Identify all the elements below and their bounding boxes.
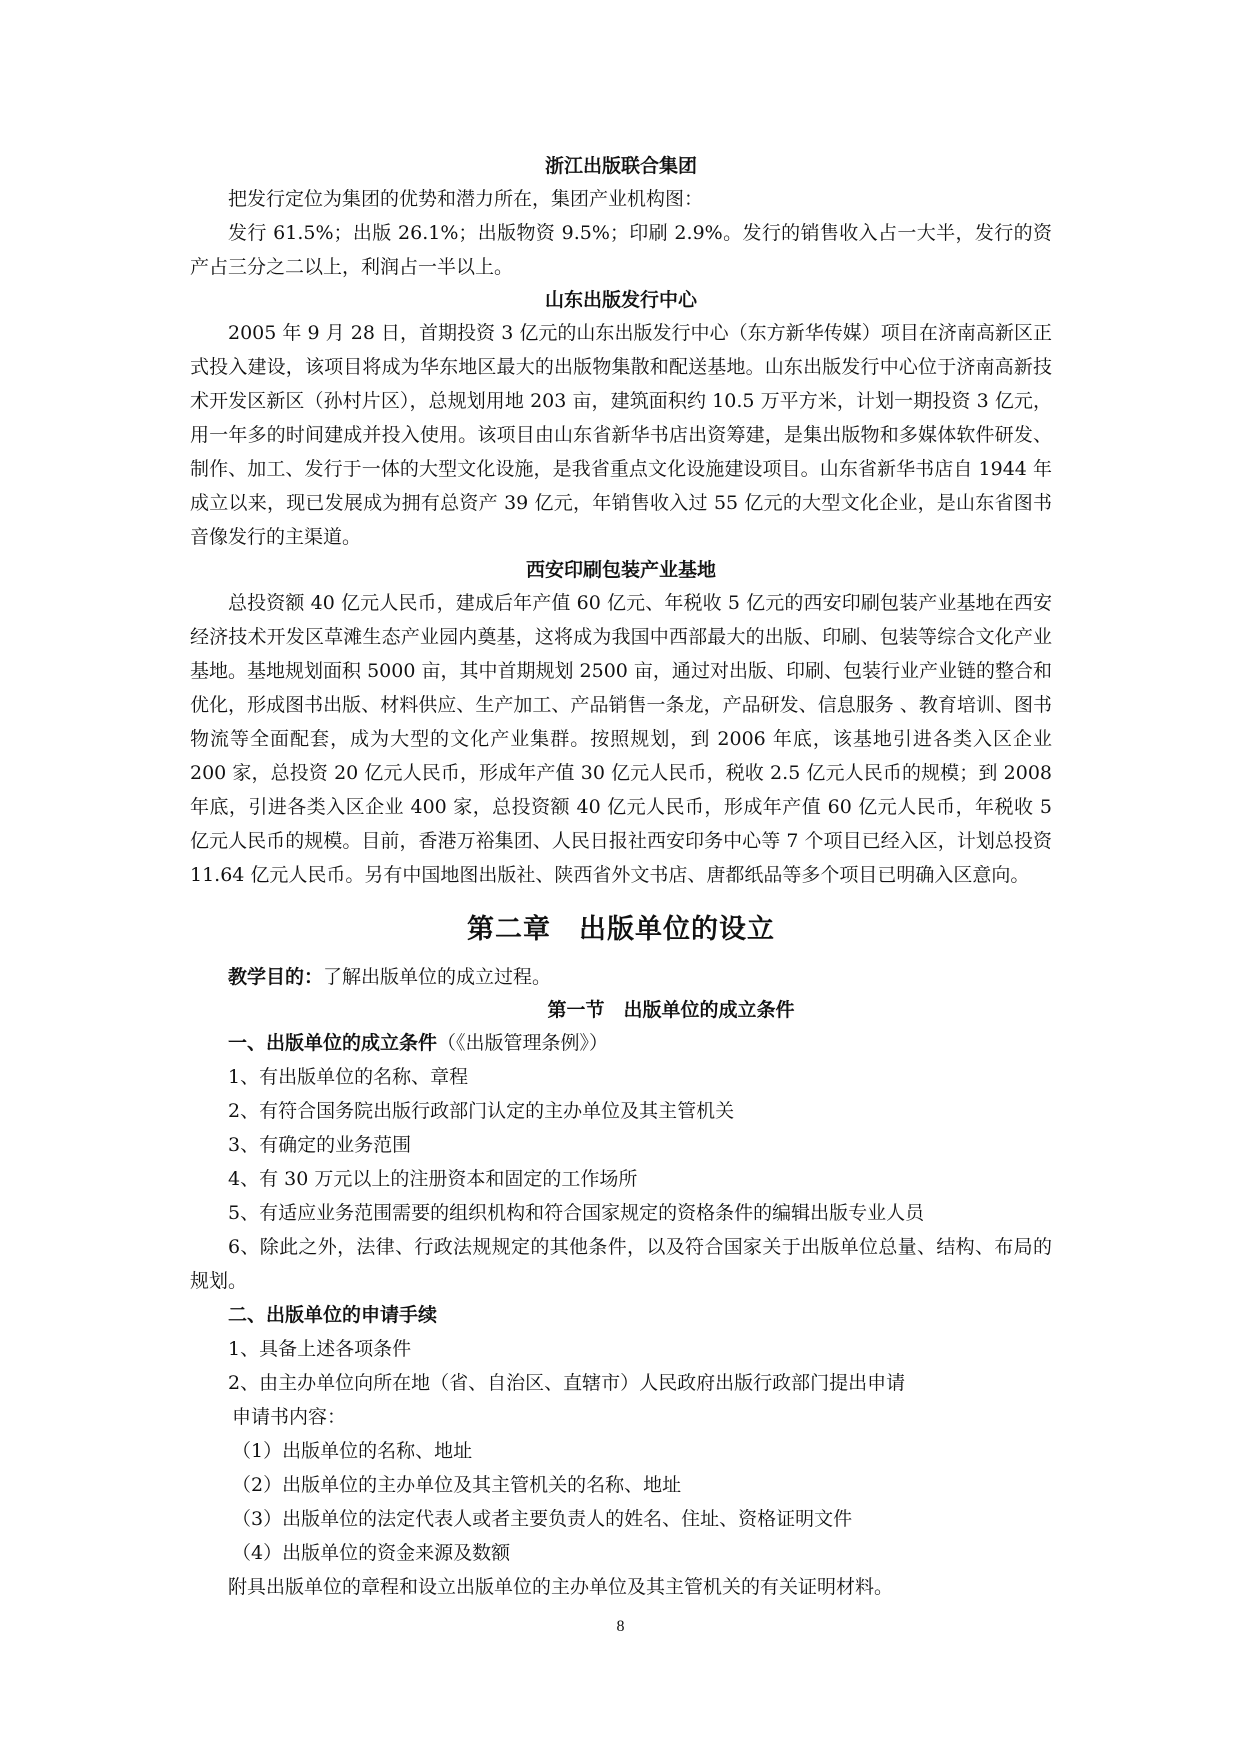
zhejiang-paragraph-1: 把发行定位为集团的优势和潜力所在，集团产业机构图： bbox=[228, 188, 704, 210]
part-2-item-1: 1、具备上述各项条件 bbox=[228, 1338, 412, 1360]
zhejiang-paragraph-2: 发行 61.5%；出版 26.1%；出版物资 9.5%；印刷 2.9%。发行的销售收入占一大半，发行的资产占三分之二以上，利润占一半以上。 bbox=[190, 222, 1052, 278]
part-2-closing: 附具出版单位的章程和设立出版单位的主办单位及其主管机关的有关证明材料。 bbox=[228, 1576, 894, 1598]
application-content-label: 申请书内容： bbox=[232, 1406, 347, 1428]
application-subitem: （3）出版单位的法定代表人或者主要负责人的姓名、住址、资格证明文件 bbox=[232, 1508, 853, 1530]
part-2-heading bbox=[190, 1298, 1052, 1332]
part-1-item: 3、有确定的业务范围 bbox=[228, 1134, 412, 1156]
section-title-shandong: 山东出版发行中心 bbox=[544, 289, 697, 311]
teaching-goal bbox=[190, 960, 1052, 994]
application-subitem: （1）出版单位的名称、地址 bbox=[232, 1440, 473, 1462]
application-subitem: （4）出版单位的资金来源及数额 bbox=[232, 1542, 511, 1564]
part-1-item: 5、有适应业务范围需要的组织机构和符合国家规定的资格条件的编辑出版专业人员 bbox=[228, 1202, 925, 1224]
part-1-heading bbox=[190, 1026, 1052, 1060]
part-1-item: 4、有 30 万元以上的注册资本和固定的工作场所 bbox=[228, 1168, 638, 1190]
part-2-item-2: 2、由主办单位向所在地（省、自治区、直辖市）人民政府出版行政部门提出申请 bbox=[228, 1372, 906, 1394]
shandong-paragraph: 2005 年 9 月 28 日，首期投资 3 亿元的山东出版发行中心（东方新华传媒）项目在济南高新区正式投入建设，该项目将成为华东地区最大的出版物集散和配送基地。山东出版发行中心位于济南高新技术开发区新区（孙村片区），总规划用地 203 亩，建筑面积约 10.5 万平方米，计划一期投资 3 亿元，用一年多的时间建成并投入使用。该项目由山东省新华书店出资筹建，是集出版物和多媒体软件研发、制作、加工、发行于一体的大型文化设施，是我省重点文化设施建设项目。山东省新华书店自 1944 年成立以来，现已发展成为拥有总资产 39 亿元，年销售收入过 55 亿元的大型文化企业，是山东省图书音像发行的主渠道。 bbox=[190, 322, 1052, 548]
teaching-goal-label: 教学目的： bbox=[228, 966, 324, 988]
section-1-title: 第一节 出版单位的成立条件 bbox=[547, 999, 795, 1021]
part-2-heading-text: 二、出版单位的申请手续 bbox=[228, 1304, 438, 1326]
page-number: 8 bbox=[616, 1618, 625, 1635]
section-title-xian: 西安印刷包装产业基地 bbox=[525, 559, 716, 581]
part-1-item: 1、有出版单位的名称、章程 bbox=[228, 1066, 469, 1088]
application-subitem: （2）出版单位的主办单位及其主管机关的名称、地址 bbox=[232, 1474, 682, 1496]
xian-paragraph: 总投资额 40 亿元人民币，建成后年产值 60 亿元、年税收 5 亿元的西安印刷包装产业基地在西安经济技术开发区草滩生态产业园内奠基，这将成为我国中西部最大的出版、印刷、包装等综合文化产业基地。基地规划面积 5000 亩，其中首期规划 2500 亩，通过对出版、印刷、包装行业产业链的整合和优化，形成图书出版、材料供应、生产加工、产品销售一条龙，产品研发、信息服务 、教育培训、图书物流等全面配套，成为大型的文化产业集群。按照规划，到 2006 年底，该基地引进各类入区企业 200 家，总投资 20 亿元人民币，形成年产值 30 亿元人民币，税收 2.5 亿元人民币的规模；到 2008 年底，引进各类入区企业 400 家，总投资额 40 亿元人民币，形成年产值 60 亿元人民币，年税收 5 亿元人民币的规模。目前，香港万裕集团、人民日报社西安印务中心等 7 个项目已经入区，计划总投资 11.64 亿元人民币。另有中国地图出版社、陕西省外文书店、唐都纸品等多个项目已明确入区意向。 bbox=[190, 592, 1052, 886]
part-1-heading-text: 一、出版单位的成立条件 bbox=[228, 1032, 438, 1054]
teaching-goal-text: 了解出版单位的成立过程。 bbox=[323, 966, 552, 988]
part-1-item-6: 6、除此之外，法律、行政法规规定的其他条件，以及符合国家关于出版单位总量、结构、布局的规划。 bbox=[190, 1236, 1052, 1292]
part-1-item: 2、有符合国务院出版行政部门认定的主办单位及其主管机关 bbox=[228, 1100, 735, 1122]
page-content bbox=[190, 150, 1052, 1604]
part-1-heading-suffix: （《出版管理条例》） bbox=[437, 1032, 609, 1054]
chapter-title: 第二章 出版单位的设立 bbox=[467, 914, 775, 945]
section-title-zhejiang: 浙江出版联合集团 bbox=[544, 155, 697, 177]
